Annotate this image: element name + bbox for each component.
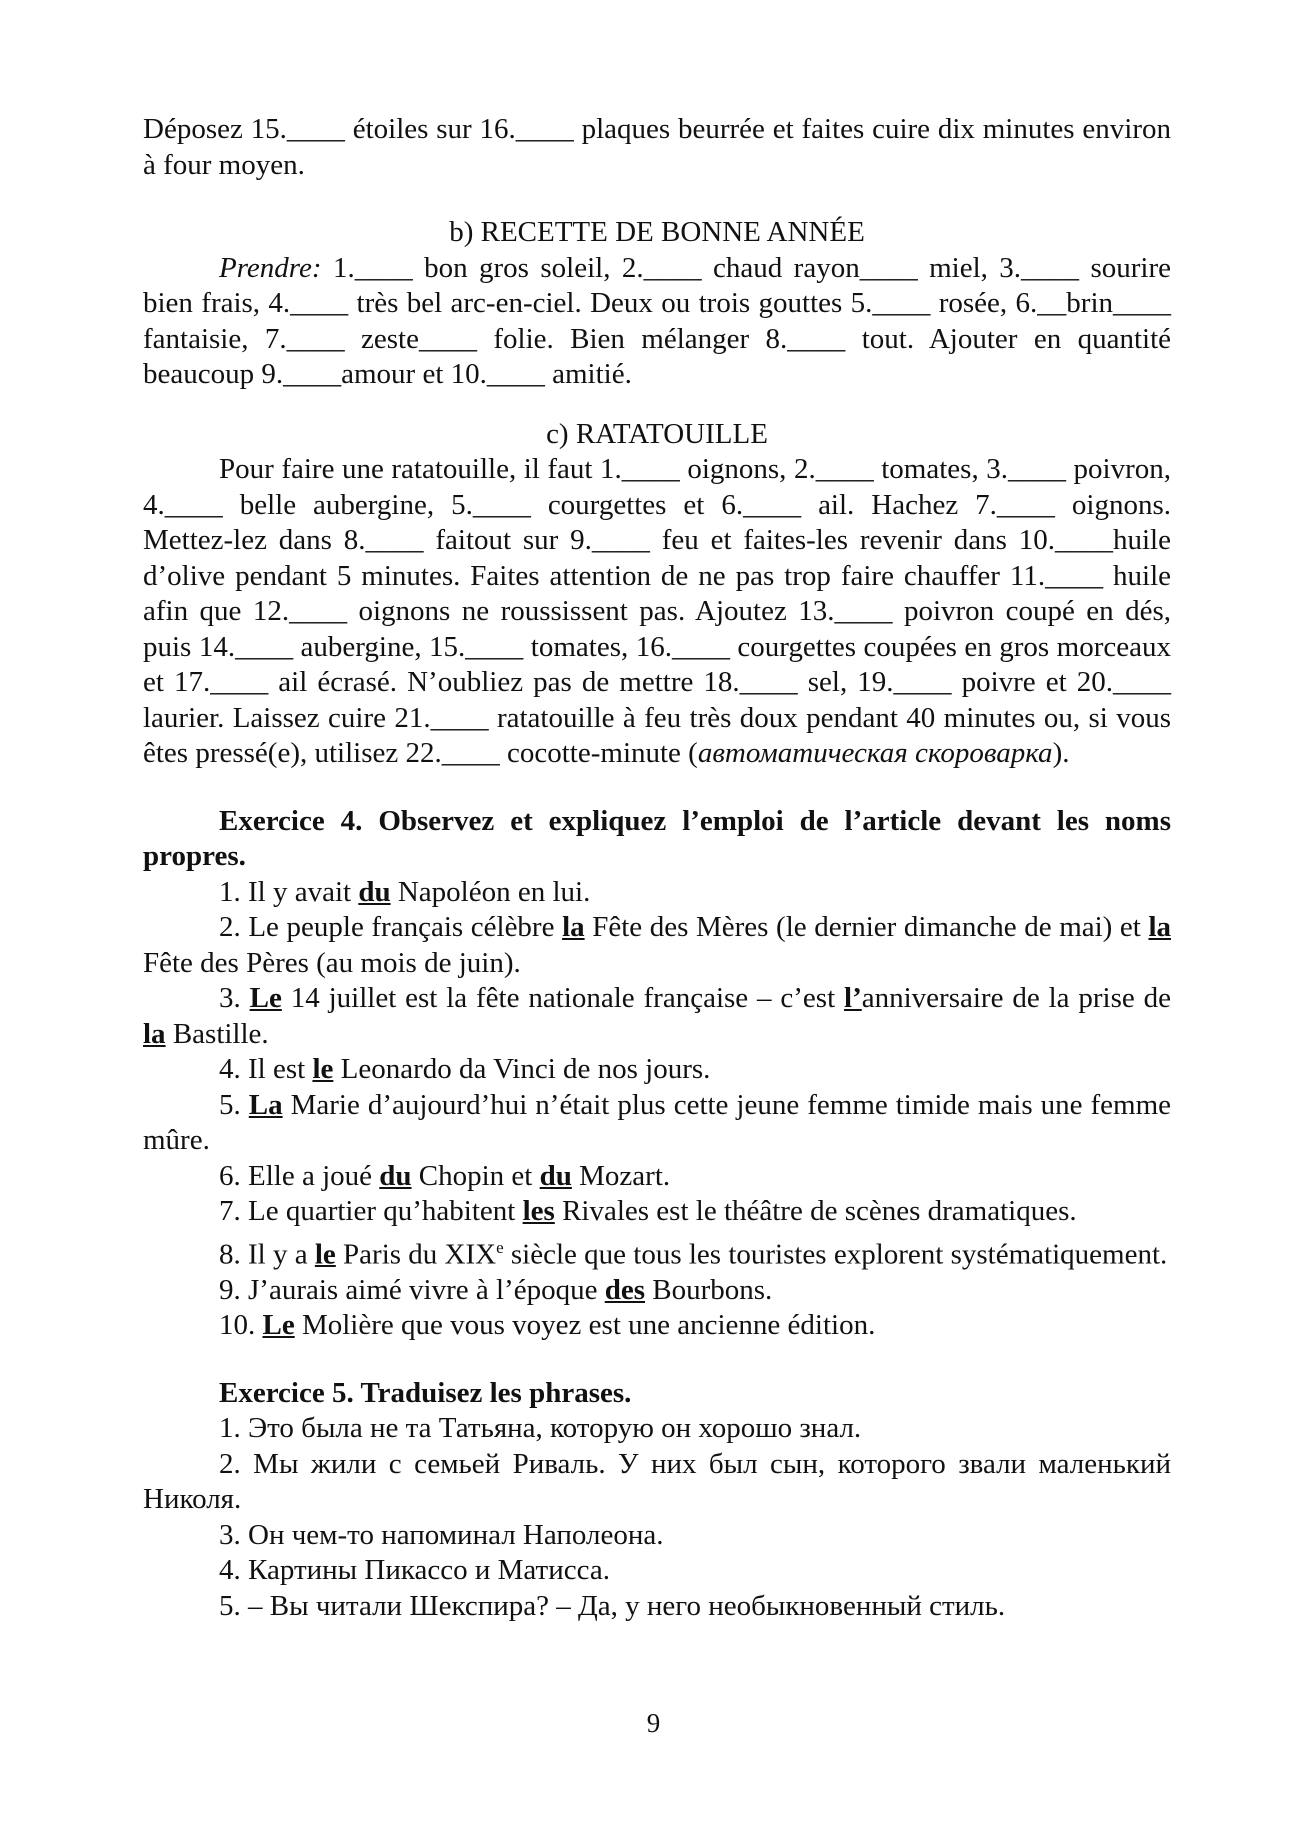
item-text: 14 juillet est la fête nationale française – c’est <box>281 982 845 1014</box>
exercise-4-item <box>143 910 1171 981</box>
item-text: 8. Il y a <box>219 1238 315 1271</box>
exercise-4-item <box>143 1273 1171 1309</box>
article: les <box>522 1195 555 1227</box>
item-text: 4. Il est <box>219 1053 313 1085</box>
item-text: 7. Le quartier qu’habitent <box>219 1195 523 1227</box>
item-text: 5. <box>219 1088 249 1121</box>
exercise-5-item: 1. Это была не та Татьяна, которую он хорошо знал. <box>219 1412 862 1445</box>
exercise-4-item <box>143 981 1171 1052</box>
item-text: 2. Le peuple français célèbre <box>219 911 563 943</box>
article: du <box>358 875 391 908</box>
article: la <box>562 911 585 943</box>
item-text: 3. <box>219 982 250 1014</box>
section-b-title: b) RECETTE DE BONNE ANNÉE <box>449 216 865 248</box>
article: la <box>1148 911 1172 943</box>
section-b-text: 1.____ bon gros soleil, 2.____ chaud rayon____ miel, 3.____ sourire bien frais, 4.____ très bel arc-en-ciel. Deux ou trois gouttes 5.____ rosée, 6.__brin____ fantaisie, 7.____ zeste____ folie. Bien mélanger 8.____ tout. Ajouter en quantité beaucoup 9.____amour et 10.____ amitié. <box>143 251 1171 390</box>
section-c-paragraph <box>143 452 1171 772</box>
exercise-4-item <box>143 1194 1171 1230</box>
exercise-4-item <box>143 875 1171 911</box>
item-text: 10. <box>219 1309 263 1342</box>
article: du <box>539 1159 572 1192</box>
exercise-5-item: 3. Он чем-то напоминал Наполеона. <box>219 1518 664 1551</box>
item-text: anniversaire de la prise de <box>861 982 1171 1014</box>
article: le <box>312 1053 334 1085</box>
exercise-4-item <box>143 1159 1171 1195</box>
item-text: 1. Il y avait <box>219 875 359 908</box>
item-text: Mozart. <box>571 1159 671 1192</box>
section-c-title: c) RATATOUILLE <box>546 417 768 450</box>
exercise-5-title: Exercice 5. Traduisez les phrases. <box>219 1376 632 1409</box>
item-text: Chopin et <box>411 1159 540 1192</box>
item-text: Fête des Pères (au mois de juin). <box>143 946 521 979</box>
section-b-lead: Prendre: <box>219 251 322 284</box>
item-text: 6. Elle a joué <box>219 1159 380 1192</box>
item-text: Fête des Mères (le dernier dimanche de mai) et <box>584 911 1149 943</box>
item-text: 9. J’aurais aimé vivre à l’époque <box>219 1273 605 1306</box>
exercise-4-item <box>143 1052 1171 1088</box>
intro-paragraph: Déposez 15.____ étoiles sur 16.____ plaques beurrée et faites cuire dix minutes environ à four moyen. <box>143 113 1171 181</box>
item-text: Bastille. <box>165 1017 269 1050</box>
item-text: Marie d’aujourd’hui n’était plus cette jeune femme timide mais une femme mûre. <box>143 1088 1171 1156</box>
item-text: Paris du XIX <box>335 1238 497 1271</box>
exercise-4-item <box>143 1308 1171 1344</box>
article: des <box>604 1273 646 1306</box>
article: l’ <box>844 982 862 1014</box>
exercise-5-item: 4. Картины Пикассо и Матисса. <box>219 1554 610 1587</box>
item-text: siècle que tous les touristes explorent systématiquement. <box>503 1238 1168 1271</box>
article: la <box>143 1017 166 1050</box>
section-c-text: Pour faire une ratatouille, il faut 1.____ oignons, 2.____ tomates, 3.____ poivron, 4.____ belle aubergine, 5.____ courgettes et 6.____ ail. Hachez 7.____ oignons. Mettez-lez dans 8.____ faitout sur 9.____ feu et faites-les revenir dans 10.____huile d’olive pendant 5 minutes. Faites attention de ne pas trop faire chauffer 11.____ huile afin que 12.____ oignons ne roussissent pas. Ajoutez 13.____ poivron coupé en dés, puis 14.____ aubergine, 15.____ tomates, 16.____ courgettes coupées en gros morceaux et 17.____ ail écrasé. N’oubliez pas de mettre 18.____ sel, 19.____ poivre et 20.____ laurier. Laissez cuire 21.____ ratatouille à feu très doux pendant 40 minutes ou, si vous êtes pressé(e), utilisez 22.____ cocotte-minute ( <box>143 453 1171 769</box>
item-text: Bourbons. <box>645 1273 773 1306</box>
article: Le <box>249 982 282 1014</box>
item-text: Rivales est le théâtre de scènes dramatiques. <box>554 1195 1077 1227</box>
superscript: e <box>496 1237 504 1257</box>
exercise-4-item <box>143 1088 1171 1159</box>
article: Le <box>262 1309 295 1342</box>
russian-note: автоматическая скороварка <box>697 737 1053 769</box>
exercise-5-item: 5. – Вы читали Шекспира? – Да, у него необыкновенный стиль. <box>219 1589 1006 1622</box>
item-text: Molière que vous voyez est une ancienne édition. <box>294 1309 876 1342</box>
exercise-5-item: 2. Мы жили с семьей Риваль. У них был сын, которого звали маленький Николя. <box>143 1447 1171 1516</box>
item-text: Leonardo da Vinci de nos jours. <box>333 1053 711 1085</box>
article: La <box>248 1088 283 1121</box>
exercise-4-title: Exercice 4. Observez et expliquez l’emploi de l’article devant les noms propres. <box>143 804 1171 872</box>
item-text: Napoléon en lui. <box>390 875 591 908</box>
article: du <box>379 1159 412 1192</box>
exercise-4-item <box>143 1230 1171 1273</box>
page-number: 9 <box>646 1708 661 1738</box>
section-c-text-end: ). <box>1052 737 1070 769</box>
page-content <box>143 112 1171 1624</box>
section-b-paragraph <box>143 251 1171 393</box>
article: le <box>314 1238 336 1271</box>
